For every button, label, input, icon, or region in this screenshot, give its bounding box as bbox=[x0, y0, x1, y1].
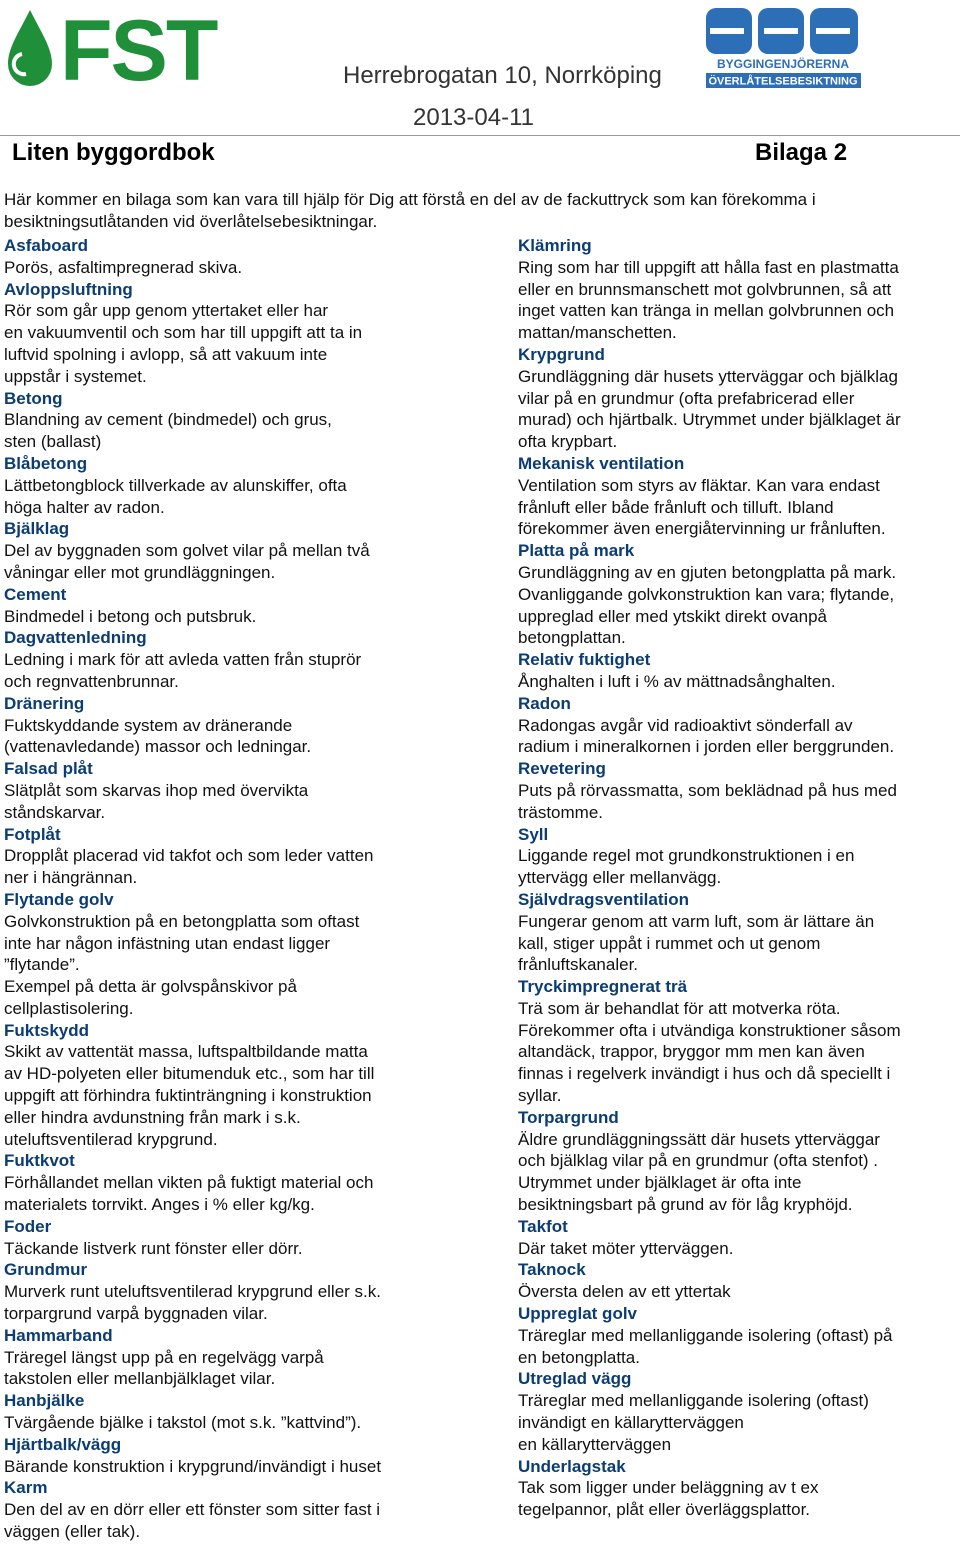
glossary-entry bbox=[518, 976, 958, 1107]
glossary-term: Krypgrund bbox=[518, 344, 605, 364]
glossary-term: Hanbjälke bbox=[4, 1391, 85, 1411]
glossary-term: Falsad plåt bbox=[4, 759, 93, 779]
glossary-term: Betong bbox=[4, 388, 63, 408]
glossary-entry bbox=[4, 889, 504, 1020]
glossary-definition: Porös, asfaltimpregnerad skiva. bbox=[4, 257, 243, 277]
glossary-entry bbox=[518, 1368, 958, 1455]
glossary-term: Takfot bbox=[518, 1216, 568, 1236]
glossary-definition: Del av byggnaden som golvet vilar på mellan två våningar eller mot grundläggningen. bbox=[4, 541, 370, 582]
glossary-term: Syll bbox=[518, 824, 549, 844]
glossary-definition: Träreglar med mellanliggande isolering (oftast) på en betongplatta. bbox=[518, 1325, 893, 1367]
glossary-definition: Bärande konstruktion i krypgrund/invändigt i huset bbox=[4, 1456, 382, 1476]
glossary-definition: Dropplåt placerad vid takfot och som leder vatten ner i hängrännan. bbox=[4, 846, 374, 888]
glossary-definition: Ring som har till uppgift att hålla fast en plastmatta eller en brunnsmanschett mot golvbrunnen, så att inget vatten kan tränga in mellan golvbrunnen och mattan/manschetten. bbox=[518, 257, 899, 343]
glossary-entry bbox=[4, 1390, 504, 1434]
glossary-term: Uppreglat golv bbox=[518, 1304, 638, 1324]
glossary-entry bbox=[4, 1434, 504, 1478]
glossary-term: Blåbetong bbox=[4, 453, 88, 473]
glossary-definition: Täckande listverk runt fönster eller dörr. bbox=[4, 1238, 303, 1258]
glossary-definition: Ledning i mark för att avleda vatten från stuprör och regnvattenbrunnar. bbox=[4, 650, 362, 691]
glossary-definition: Den del av en dörr eller ett fönster som sitter fast i väggen (eller tak). bbox=[4, 1500, 381, 1542]
glossary-term: Torpargrund bbox=[518, 1107, 619, 1127]
glossary-definition: Äldre grundläggningssätt där husets ytterväggar och bjälklag vilar på en grundmur (ofta stenfot) . Utrymmet under bjälklaget är ofta inte besiktningsbart på grund av för låg kryphöjd. bbox=[518, 1129, 880, 1215]
glossary-term: Radon bbox=[518, 693, 571, 713]
svg-text:BYGGINGENJÖRERNA: BYGGINGENJÖRERNA bbox=[716, 57, 850, 71]
glossary-term: Grundmur bbox=[4, 1260, 88, 1280]
glossary-definition: Översta delen av ett yttertak bbox=[518, 1282, 731, 1302]
glossary-definition: Där taket möter ytterväggen. bbox=[518, 1238, 734, 1258]
glossary-entry bbox=[4, 453, 504, 518]
glossary-definition: Förhållandet mellan vikten på fuktigt material och materialets torrvikt. Anges i % eller kg/kg. bbox=[4, 1173, 374, 1215]
glossary-entry bbox=[4, 388, 504, 453]
glossary-definition: Tak som ligger under beläggning av t ex tegelpannor, plåt eller överläggsplattor. bbox=[518, 1478, 819, 1520]
glossary-term: Cement bbox=[4, 584, 67, 604]
glossary-definition: Tvärgående bjälke i takstol (mot s.k. ”kattvind”). bbox=[4, 1413, 362, 1433]
glossary-entry bbox=[518, 1259, 958, 1303]
glossary-entry bbox=[4, 824, 504, 889]
glossary-definition: Murverk runt uteluftsventilerad krypgrund eller s.k. torpargrund varpå byggnaden vilar. bbox=[4, 1282, 381, 1324]
glossary-term: Dagvattenledning bbox=[4, 628, 147, 648]
document-date: 2013-04-11 bbox=[413, 104, 534, 131]
glossary-definition: Radongas avgår vid radioaktivt sönderfall av radium i mineralkornen i jorden eller berggrunden. bbox=[518, 715, 895, 757]
glossary-entry bbox=[518, 235, 958, 344]
glossary-entry bbox=[518, 344, 958, 453]
glossary-entry bbox=[4, 627, 504, 692]
glossary-entry bbox=[518, 1216, 958, 1260]
glossary-term: Fuktkvot bbox=[4, 1151, 75, 1171]
glossary-definition: Liggande regel mot grundkonstruktionen i en yttervägg eller mellanvägg. bbox=[518, 846, 855, 888]
glossary-entry bbox=[518, 649, 958, 693]
glossary-definition: Grundläggning där husets ytterväggar och bjälklag vilar på en grundmur (ofta prefabricerad eller murad) och hjärtbalk. Utrymmet under bjälklaget är ofta krypbart. bbox=[518, 366, 901, 452]
glossary-term: Flytande golv bbox=[4, 889, 114, 909]
page-header bbox=[0, 0, 960, 140]
glossary-definition: Trä som är behandlat för att motverka röta. Förekommer ofta i utvändiga konstruktioner såsom altandäck, trappor, bryggor mm men kan även finnas i regelverk invändigt i hus och då speciellt i syllar. bbox=[518, 998, 901, 1106]
glossary-term: Karm bbox=[4, 1478, 48, 1498]
glossary-definition: Fungerar genom att varm luft, som är lättare än kall, stiger uppåt i rummet och ut genom frånluftskanaler. bbox=[518, 911, 875, 975]
glossary-entry bbox=[4, 1477, 504, 1542]
glossary-entry bbox=[518, 824, 958, 889]
glossary-entry bbox=[4, 1020, 504, 1151]
glossary-term: Självdragsventilation bbox=[518, 889, 689, 909]
glossary-term: Hjärtbalk/vägg bbox=[4, 1434, 122, 1454]
glossary-entry bbox=[4, 584, 504, 628]
glossary-entry bbox=[4, 518, 504, 583]
glossary-entry bbox=[518, 1107, 958, 1216]
glossary-term: Klämring bbox=[518, 236, 592, 255]
glossary-definition: Bindmedel i betong och putsbruk. bbox=[4, 606, 257, 626]
glossary-term: Avloppsluftning bbox=[4, 279, 133, 299]
glossary-entry bbox=[518, 1456, 958, 1521]
glossary-entry bbox=[4, 1150, 504, 1215]
glossary-term: Hammarband bbox=[4, 1325, 113, 1345]
glossary-entry bbox=[518, 453, 958, 540]
glossary-definition: Grundläggning av en gjuten betongplatta på mark. Ovanliggande golvkonstruktion kan vara; flytande, uppreglad eller med ytskikt direkt ovanpå betongplattan. bbox=[518, 562, 897, 648]
glossary-term: Foder bbox=[4, 1216, 52, 1236]
glossary-definition: Golvkonstruktion på en betongplatta som oftast inte har någon infästning utan endast ligger ”flytande”. Exempel på detta är golvspånskivor på cellplastisolering. bbox=[4, 911, 360, 1018]
glossary-definition: Skikt av vattentät massa, luftspaltbildande matta av HD-polyeten eller bitumenduk etc., som har till uppgift att förhindra fuktinträngning i konstruktion eller hindra avdunstning från mark i s.k. uteluftsventilerad krypgrund. bbox=[4, 1042, 375, 1149]
glossary-definition: Fuktskyddande system av dränerande (vattenavledande) massor och ledningar. bbox=[4, 715, 312, 757]
glossary-definition: Slätplåt som skarvas ihop med övervikta ståndskarvar. bbox=[4, 780, 309, 822]
glossary-term: Dränering bbox=[4, 693, 85, 713]
glossary-entry bbox=[4, 279, 504, 388]
glossary-definition: Puts på rörvassmatta, som beklädnad på hus med trästomme. bbox=[518, 780, 897, 822]
glossary-entry bbox=[4, 1259, 504, 1324]
glossary-entry bbox=[518, 540, 958, 649]
glossary-entry bbox=[4, 1325, 504, 1390]
glossary-term: Fuktskydd bbox=[4, 1020, 90, 1040]
glossary-definition: Träreglar med mellanliggande isolering (oftast) invändigt en källarytterväggen en källarytterväggen bbox=[518, 1391, 869, 1454]
document-title: Liten byggordbok bbox=[12, 139, 215, 166]
glossary-definition: Träregel längst upp på en regelvägg varpå takstolen eller mellanbjälklaget vilar. bbox=[4, 1347, 324, 1389]
glossary-term: Revetering bbox=[518, 759, 606, 779]
glossary-entry bbox=[518, 693, 958, 758]
glossary-term: Fotplåt bbox=[4, 824, 61, 844]
glossary-definition: Blandning av cement (bindmedel) och grus, sten (ballast) bbox=[4, 410, 332, 452]
glossary-entry bbox=[4, 758, 504, 823]
svg-text:ÖVERLÅTELSEBESIKTNING: ÖVERLÅTELSEBESIKTNING bbox=[708, 75, 858, 88]
glossary-right-column bbox=[518, 235, 958, 1521]
glossary-definition: Ånghalten i luft i % av mättnadsånghalten. bbox=[518, 671, 836, 691]
glossary-left-column bbox=[4, 235, 504, 1543]
glossary-term: Utreglad vägg bbox=[518, 1369, 632, 1389]
glossary-entry bbox=[518, 1303, 958, 1368]
glossary-term: Tryckimpregnerat trä bbox=[518, 977, 688, 997]
glossary-entry bbox=[4, 235, 504, 279]
intro-paragraph: Här kommer en bilaga som kan vara till hjälp för Dig att förstå en del av de fackuttryck som kan förekomma i besiktningsutlåtanden vid överlåtelsebesiktningar. bbox=[4, 190, 816, 231]
glossary-term: Mekanisk ventilation bbox=[518, 453, 685, 473]
glossary-entry bbox=[4, 693, 504, 758]
glossary-definition: Lättbetongblock tillverkade av alunskiffer, ofta höga halter av radon. bbox=[4, 475, 347, 517]
address: Herrebrogatan 10, Norrköping bbox=[343, 62, 662, 89]
header-divider bbox=[0, 135, 960, 136]
glossary-definition: Ventilation som styrs av fläktar. Kan vara endast frånluft eller både frånluft och tilluft. Ibland förekommer även energiåtervinning ur frånluften. bbox=[518, 475, 886, 539]
glossary-term: Asfaboard bbox=[4, 236, 89, 255]
attachment-label: Bilaga 2 bbox=[755, 139, 848, 166]
glossary-entry bbox=[4, 1216, 504, 1260]
glossary-term: Bjälklag bbox=[4, 519, 70, 539]
glossary-entry bbox=[518, 758, 958, 823]
glossary-definition: Rör som går upp genom yttertaket eller har en vakuumventil och som har till uppgift att ta in luftvid spolning i avlopp, så att vakuum inte uppstår i systemet. bbox=[4, 301, 363, 386]
fst-logo bbox=[4, 4, 274, 90]
glossary-term: Relativ fuktighet bbox=[518, 650, 651, 670]
glossary-term: Taknock bbox=[518, 1260, 586, 1280]
sbr-logo bbox=[706, 8, 861, 88]
glossary-term: Platta på mark bbox=[518, 541, 635, 561]
svg-text:FST: FST bbox=[60, 4, 217, 90]
glossary-entry bbox=[518, 889, 958, 976]
glossary-term: Underlagstak bbox=[518, 1456, 626, 1476]
